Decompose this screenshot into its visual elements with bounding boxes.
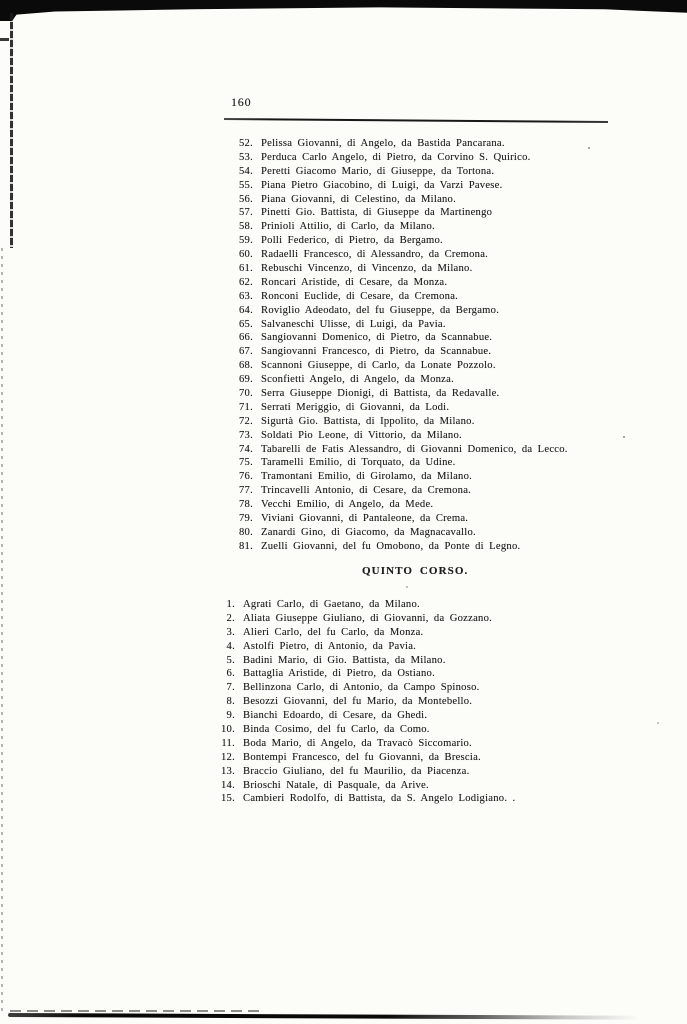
list-item [0, 613, 687, 627]
list-item [0, 627, 687, 641]
item-number: 7. [226, 682, 235, 694]
list-item [0, 738, 687, 752]
item-text: Trincavelli Antonio, di Cesare, da Cremona. [261, 485, 472, 497]
item-number: 5. [226, 654, 235, 666]
scan-bottom-edge-dashes [10, 1010, 260, 1012]
list-item [0, 527, 687, 541]
item-number: 59. [239, 235, 253, 247]
item-number: 66. [239, 332, 253, 344]
item-number: 63. [239, 290, 253, 302]
item-number: 70. [239, 388, 253, 400]
item-number: 53. [239, 151, 253, 163]
item-number: 77. [239, 485, 253, 497]
list-item [0, 471, 687, 485]
item-text: Ronconi Euclide, di Cesare, da Cremona. [261, 290, 459, 302]
item-text: Piana Giovanni, di Celestino, da Milano. [261, 193, 457, 205]
roster-items-52-81 [0, 138, 687, 555]
item-number: 73. [239, 429, 253, 441]
item-text: Bellinzona Carlo, di Antonio, da Campo Spinoso. [243, 682, 480, 694]
list-item [0, 207, 687, 221]
list-item [0, 599, 687, 613]
item-text: Vecchi Emilio, di Angelo, da Mede. [261, 499, 434, 511]
item-text: Pelissa Giovanni, di Angelo, da Bastida Pancarana. [261, 138, 505, 149]
item-text: Rebuschi Vincenzo, di Vincenzo, da Milano. [261, 263, 473, 275]
list-item [0, 696, 687, 710]
list-item [0, 668, 687, 682]
list-item [0, 277, 687, 291]
item-text: Piana Pietro Giacobino, di Luigi, da Varzi Pavese. [261, 179, 503, 191]
item-text: Taramelli Emilio, di Torquato, da Udine. [261, 457, 456, 469]
item-text: Besozzi Giovanni, del fu Mario, da Montebello. [243, 696, 473, 708]
list-item [0, 166, 687, 180]
list-item [0, 485, 687, 499]
item-number: 62. [239, 276, 253, 288]
item-number: 13. [221, 765, 235, 777]
item-number: 74. [239, 443, 253, 455]
item-number: 72. [239, 415, 253, 427]
list-item [0, 444, 687, 458]
item-number: 4. [226, 640, 235, 652]
list-item [0, 682, 687, 696]
list-item [0, 360, 687, 374]
item-text: Serrati Meriggio, di Giovanni, da Lodi. [261, 401, 450, 413]
item-text: Salvaneschi Ulisse, di Luigi, da Pavia. [261, 318, 446, 330]
item-text: Roviglio Adeodato, del fu Giuseppe, da Bergamo. [261, 304, 500, 316]
list-item [0, 416, 687, 430]
scan-bottom-edge-line [8, 1013, 640, 1020]
list-item [0, 180, 687, 194]
item-text: Roncari Aristide, di Cesare, da Monza. [261, 276, 448, 288]
item-number: 68. [239, 360, 253, 372]
list-item [0, 249, 687, 263]
item-text: Braccio Giuliano, del fu Maurilio, da Piacenza. [243, 765, 470, 777]
item-text: Sconfietti Angelo, di Angelo, da Monza. [261, 374, 454, 386]
scan-left-edge-mark [0, 38, 9, 41]
scan-speckle [406, 586, 408, 588]
list-item [0, 402, 687, 416]
item-text: Peretti Giacomo Mario, di Giuseppe, da Tortona. [261, 165, 495, 177]
list-item [0, 319, 687, 333]
item-text: Boda Mario, di Angelo, da Travacò Siccomario. [243, 737, 472, 749]
list-item [0, 541, 687, 555]
section-heading-quinto-corso: QUINTO CORSO. [362, 565, 469, 577]
header-rule [224, 118, 608, 123]
item-number: 10. [221, 724, 235, 736]
item-number: 8. [226, 696, 235, 708]
item-text: Astolfi Pietro, di Antonio, da Pavia. [243, 640, 417, 652]
list-item [0, 457, 687, 471]
item-number: 60. [239, 249, 253, 261]
item-number: 79. [239, 513, 253, 525]
list-item [0, 499, 687, 513]
list-item [0, 430, 687, 444]
item-text: Soldati Pio Leone, di Vittorio, da Milano. [261, 429, 462, 441]
list-item [0, 710, 687, 724]
list-item [0, 374, 687, 388]
scan-top-edge-band [0, 0, 687, 16]
roster-items-quinto-corso [0, 599, 687, 807]
list-item [0, 305, 687, 319]
item-number: 65. [239, 318, 253, 330]
item-text: Cambieri Rodolfo, di Battista, da S. Angelo Lodigiano. . [243, 793, 516, 805]
item-text: Agrati Carlo, di Gaetano, da Milano. [243, 599, 420, 610]
item-number: 2. [226, 612, 235, 624]
item-text: Badini Mario, di Gio. Battista, da Milano. [243, 654, 446, 666]
item-text: Brioschi Natale, di Pasquale, da Arive. [243, 779, 429, 791]
item-text: Aliata Giuseppe Giuliano, di Giovanni, da Gozzano. [243, 612, 493, 624]
item-text: Bianchi Edoardo, di Cesare, da Ghedi. [243, 710, 428, 722]
item-text: Zanardi Gino, di Giacomo, da Magnacavallo. [261, 526, 476, 538]
item-text: Polli Federico, di Pietro, da Bergamo. [261, 235, 443, 247]
item-text: Battaglia Aristide, di Pietro, da Ostiano. [243, 668, 435, 680]
item-number: 69. [239, 374, 253, 386]
item-number: 64. [239, 304, 253, 316]
item-number: 12. [221, 751, 235, 763]
list-item [0, 138, 687, 152]
item-text: Tramontani Emilio, di Girolamo, da Milano. [261, 471, 473, 483]
item-number: 1. [226, 599, 235, 610]
item-number: 6. [226, 668, 235, 680]
item-number: 54. [239, 165, 253, 177]
item-text: Scannoni Giuseppe, di Carlo, da Lonate Pozzolo. [261, 360, 496, 372]
item-text: Pinetti Gio. Battista, di Giuseppe da Martinengo [261, 207, 493, 219]
item-number: 58. [239, 221, 253, 233]
list-item [0, 793, 687, 807]
item-text: Zuelli Giovanni, del fu Omobono, da Ponte di Legno. [261, 540, 521, 552]
item-text: Sangiovanni Domenico, di Pietro, da Scannabue. [261, 332, 493, 344]
page-number: 160 [231, 95, 252, 109]
list-item [0, 263, 687, 277]
item-text: Sigurtà Gio. Battista, di Ippolito, da Milano. [261, 415, 475, 427]
list-item [0, 752, 687, 766]
list-item [0, 291, 687, 305]
scan-top-left-corner-blob [0, 0, 32, 21]
item-number: 75. [239, 457, 253, 469]
list-item [0, 780, 687, 794]
item-text: Sangiovanni Francesco, di Pietro, da Scannabue. [261, 346, 492, 358]
item-number: 76. [239, 471, 253, 483]
item-number: 3. [226, 626, 235, 638]
item-number: 56. [239, 193, 253, 205]
item-text: Perduca Carlo Angelo, di Pietro, da Corvino S. Quirico. [261, 151, 531, 163]
item-text: Prinioli Attilio, di Carlo, da Milano. [261, 221, 435, 233]
item-number: 80. [239, 526, 253, 538]
item-number: 15. [221, 793, 235, 805]
list-item [0, 235, 687, 249]
list-item [0, 513, 687, 527]
item-number: 9. [226, 710, 235, 722]
item-number: 61. [239, 263, 253, 275]
item-text: Tabarelli de Fatis Alessandro, di Giovanni Domenico, da Lecco. [261, 443, 568, 455]
item-number: 52. [239, 138, 253, 149]
item-number: 14. [221, 779, 235, 791]
item-number: 81. [239, 540, 253, 552]
list-item [0, 152, 687, 166]
list-item [0, 332, 687, 346]
item-number: 78. [239, 499, 253, 511]
list-item [0, 655, 687, 669]
item-text: Serra Giuseppe Dionigi, di Battista, da Redavalle. [261, 388, 500, 400]
list-item [0, 346, 687, 360]
list-item [0, 766, 687, 780]
item-number: 11. [221, 737, 235, 749]
item-text: Viviani Giovanni, di Pantaleone, da Crema. [261, 513, 469, 525]
list-item [0, 641, 687, 655]
item-text: Binda Cosimo, del fu Carlo, da Como. [243, 724, 430, 736]
item-text: Alieri Carlo, del fu Carlo, da Monza. [243, 626, 424, 638]
item-number: 67. [239, 346, 253, 358]
item-number: 55. [239, 179, 253, 191]
item-text: Radaelli Francesco, di Alessandro, da Cremona. [261, 249, 489, 261]
list-item [0, 194, 687, 208]
list-item [0, 388, 687, 402]
item-number: 71. [239, 401, 253, 413]
item-text: Bontempi Francesco, del fu Giovanni, da Brescia. [243, 751, 481, 763]
list-item [0, 724, 687, 738]
item-number: 57. [239, 207, 253, 219]
list-item [0, 221, 687, 235]
